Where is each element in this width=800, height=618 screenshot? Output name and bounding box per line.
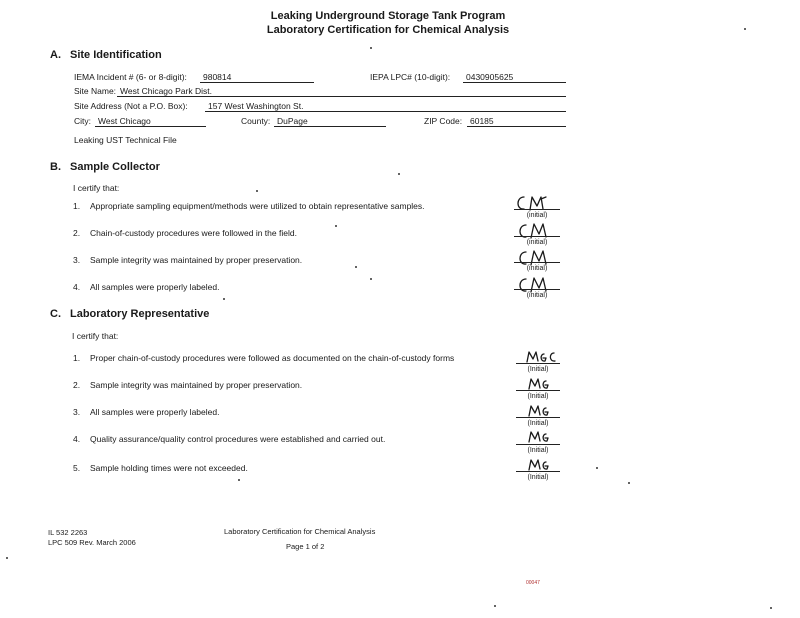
collector-initial-line[interactable] <box>514 236 560 237</box>
scan-speck <box>256 190 258 192</box>
footer-center-title: Laboratory Certification for Chemical Analysis <box>224 527 376 536</box>
footer-page-number: Page 1 of 2 <box>286 542 325 551</box>
section-c-letter: C. <box>50 308 61 320</box>
collector-item-number: 1. <box>73 201 81 211</box>
city-label: City: <box>74 116 91 126</box>
lab-initial-label: (Initial) <box>527 420 549 427</box>
scan-speck <box>370 47 372 49</box>
lab-item-text: Proper chain-of-custody procedures were followed as documented on the chain-of-custody forms <box>90 353 455 363</box>
collector-item-number: 3. <box>73 255 81 265</box>
form-title-line2: Laboratory Certification for Chemical Analysis <box>266 24 510 36</box>
scan-speck <box>238 479 240 481</box>
collector-item-number: 2. <box>73 228 81 238</box>
section-c-certify: I certify that: <box>72 331 119 341</box>
collector-initial-line[interactable] <box>514 262 560 263</box>
lab-initial-label: (Initial) <box>527 474 549 481</box>
lab-item-text: Sample holding times were not exceeded. <box>90 463 248 473</box>
section-c-heading: Laboratory Representative <box>70 308 210 320</box>
collector-item-text: Appropriate sampling equipment/methods were utilized to obtain representative samples. <box>90 201 425 211</box>
site-address-label: Site Address (Not a P.O. Box): <box>74 101 188 111</box>
lab-item-number: 3. <box>73 407 81 417</box>
collector-initial-line[interactable] <box>514 289 560 290</box>
scan-speck <box>628 482 630 484</box>
iema-incident-label: IEMA Incident # (6- or 8-digit): <box>74 72 187 82</box>
lab-initial-label: (Initial) <box>527 447 549 454</box>
section-b-heading: Sample Collector <box>70 161 160 173</box>
lab-item-number: 2. <box>73 380 81 390</box>
iepa-lpc-label: IEPA LPC# (10-digit): <box>370 72 451 82</box>
site-name-label: Site Name: <box>74 86 117 96</box>
scan-speck <box>494 605 496 607</box>
lab-initial-line[interactable] <box>516 471 560 472</box>
zip-field[interactable]: 60185 <box>467 116 566 127</box>
collector-item-text: All samples were properly labeled. <box>90 282 220 292</box>
lab-item-text: All samples were properly labeled. <box>90 407 220 417</box>
lab-initial-line[interactable] <box>516 417 560 418</box>
collector-initial-line[interactable] <box>514 209 560 210</box>
collector-item-number: 4. <box>73 282 81 292</box>
collector-initial-label: (initial) <box>526 292 548 299</box>
site-address-field[interactable]: 157 West Washington St. <box>205 101 566 112</box>
scan-speck <box>770 607 772 609</box>
section-b-letter: B. <box>50 161 61 173</box>
iema-incident-field[interactable]: 980814 <box>200 72 314 83</box>
lab-item-number: 5. <box>73 463 81 473</box>
scan-speck <box>596 467 598 469</box>
city-field[interactable]: West Chicago <box>95 116 206 127</box>
collector-initial-label: (initial) <box>526 239 548 246</box>
lab-item-number: 4. <box>73 434 81 444</box>
collector-initial-label: (initial) <box>526 212 548 219</box>
iepa-lpc-field[interactable]: 0430905625 <box>463 72 566 83</box>
zip-label: ZIP Code: <box>424 116 463 126</box>
scan-speck <box>370 278 372 280</box>
site-name-field[interactable]: West Chicago Park Dist. <box>117 86 566 97</box>
lab-initial-line[interactable] <box>516 390 560 391</box>
form-title-line1: Leaking Underground Storage Tank Program <box>270 10 506 22</box>
collector-item-text: Sample integrity was maintained by proper preservation. <box>90 255 303 265</box>
scan-speck <box>398 173 400 175</box>
file-note: Leaking UST Technical File <box>74 135 177 145</box>
lab-initial-line[interactable] <box>516 363 560 364</box>
lab-item-text: Sample integrity was maintained by proper preservation. <box>90 380 303 390</box>
footer-form-id: IL 532 2263 <box>48 528 88 537</box>
scan-speck <box>335 225 337 227</box>
section-a-heading: Site Identification <box>70 49 162 61</box>
county-label: County: <box>241 116 271 126</box>
section-b-certify: I certify that: <box>73 183 120 193</box>
county-field[interactable]: DuPage <box>274 116 386 127</box>
scan-speck <box>744 28 746 30</box>
scan-speck <box>223 298 225 300</box>
footer-stamp: 00047 <box>526 580 540 586</box>
collector-item-text: Chain-of-custody procedures were followed in the field. <box>90 228 297 238</box>
collector-initials-signature <box>514 221 564 241</box>
collector-initial-label: (initial) <box>526 265 548 272</box>
lab-initials-signature <box>524 429 564 445</box>
lab-initial-label: (Initial) <box>527 366 549 373</box>
section-a-letter: A. <box>50 49 61 61</box>
footer-revision: LPC 509 Rev. March 2006 <box>48 538 136 547</box>
collector-initials-signature <box>512 194 562 214</box>
lab-item-number: 1. <box>73 353 81 363</box>
scan-speck <box>355 266 357 268</box>
lab-item-text: Quality assurance/quality control procedures were established and carried out. <box>90 434 386 444</box>
lab-initial-line[interactable] <box>516 444 560 445</box>
scan-speck <box>6 557 8 559</box>
lab-initial-label: (Initial) <box>527 393 549 400</box>
